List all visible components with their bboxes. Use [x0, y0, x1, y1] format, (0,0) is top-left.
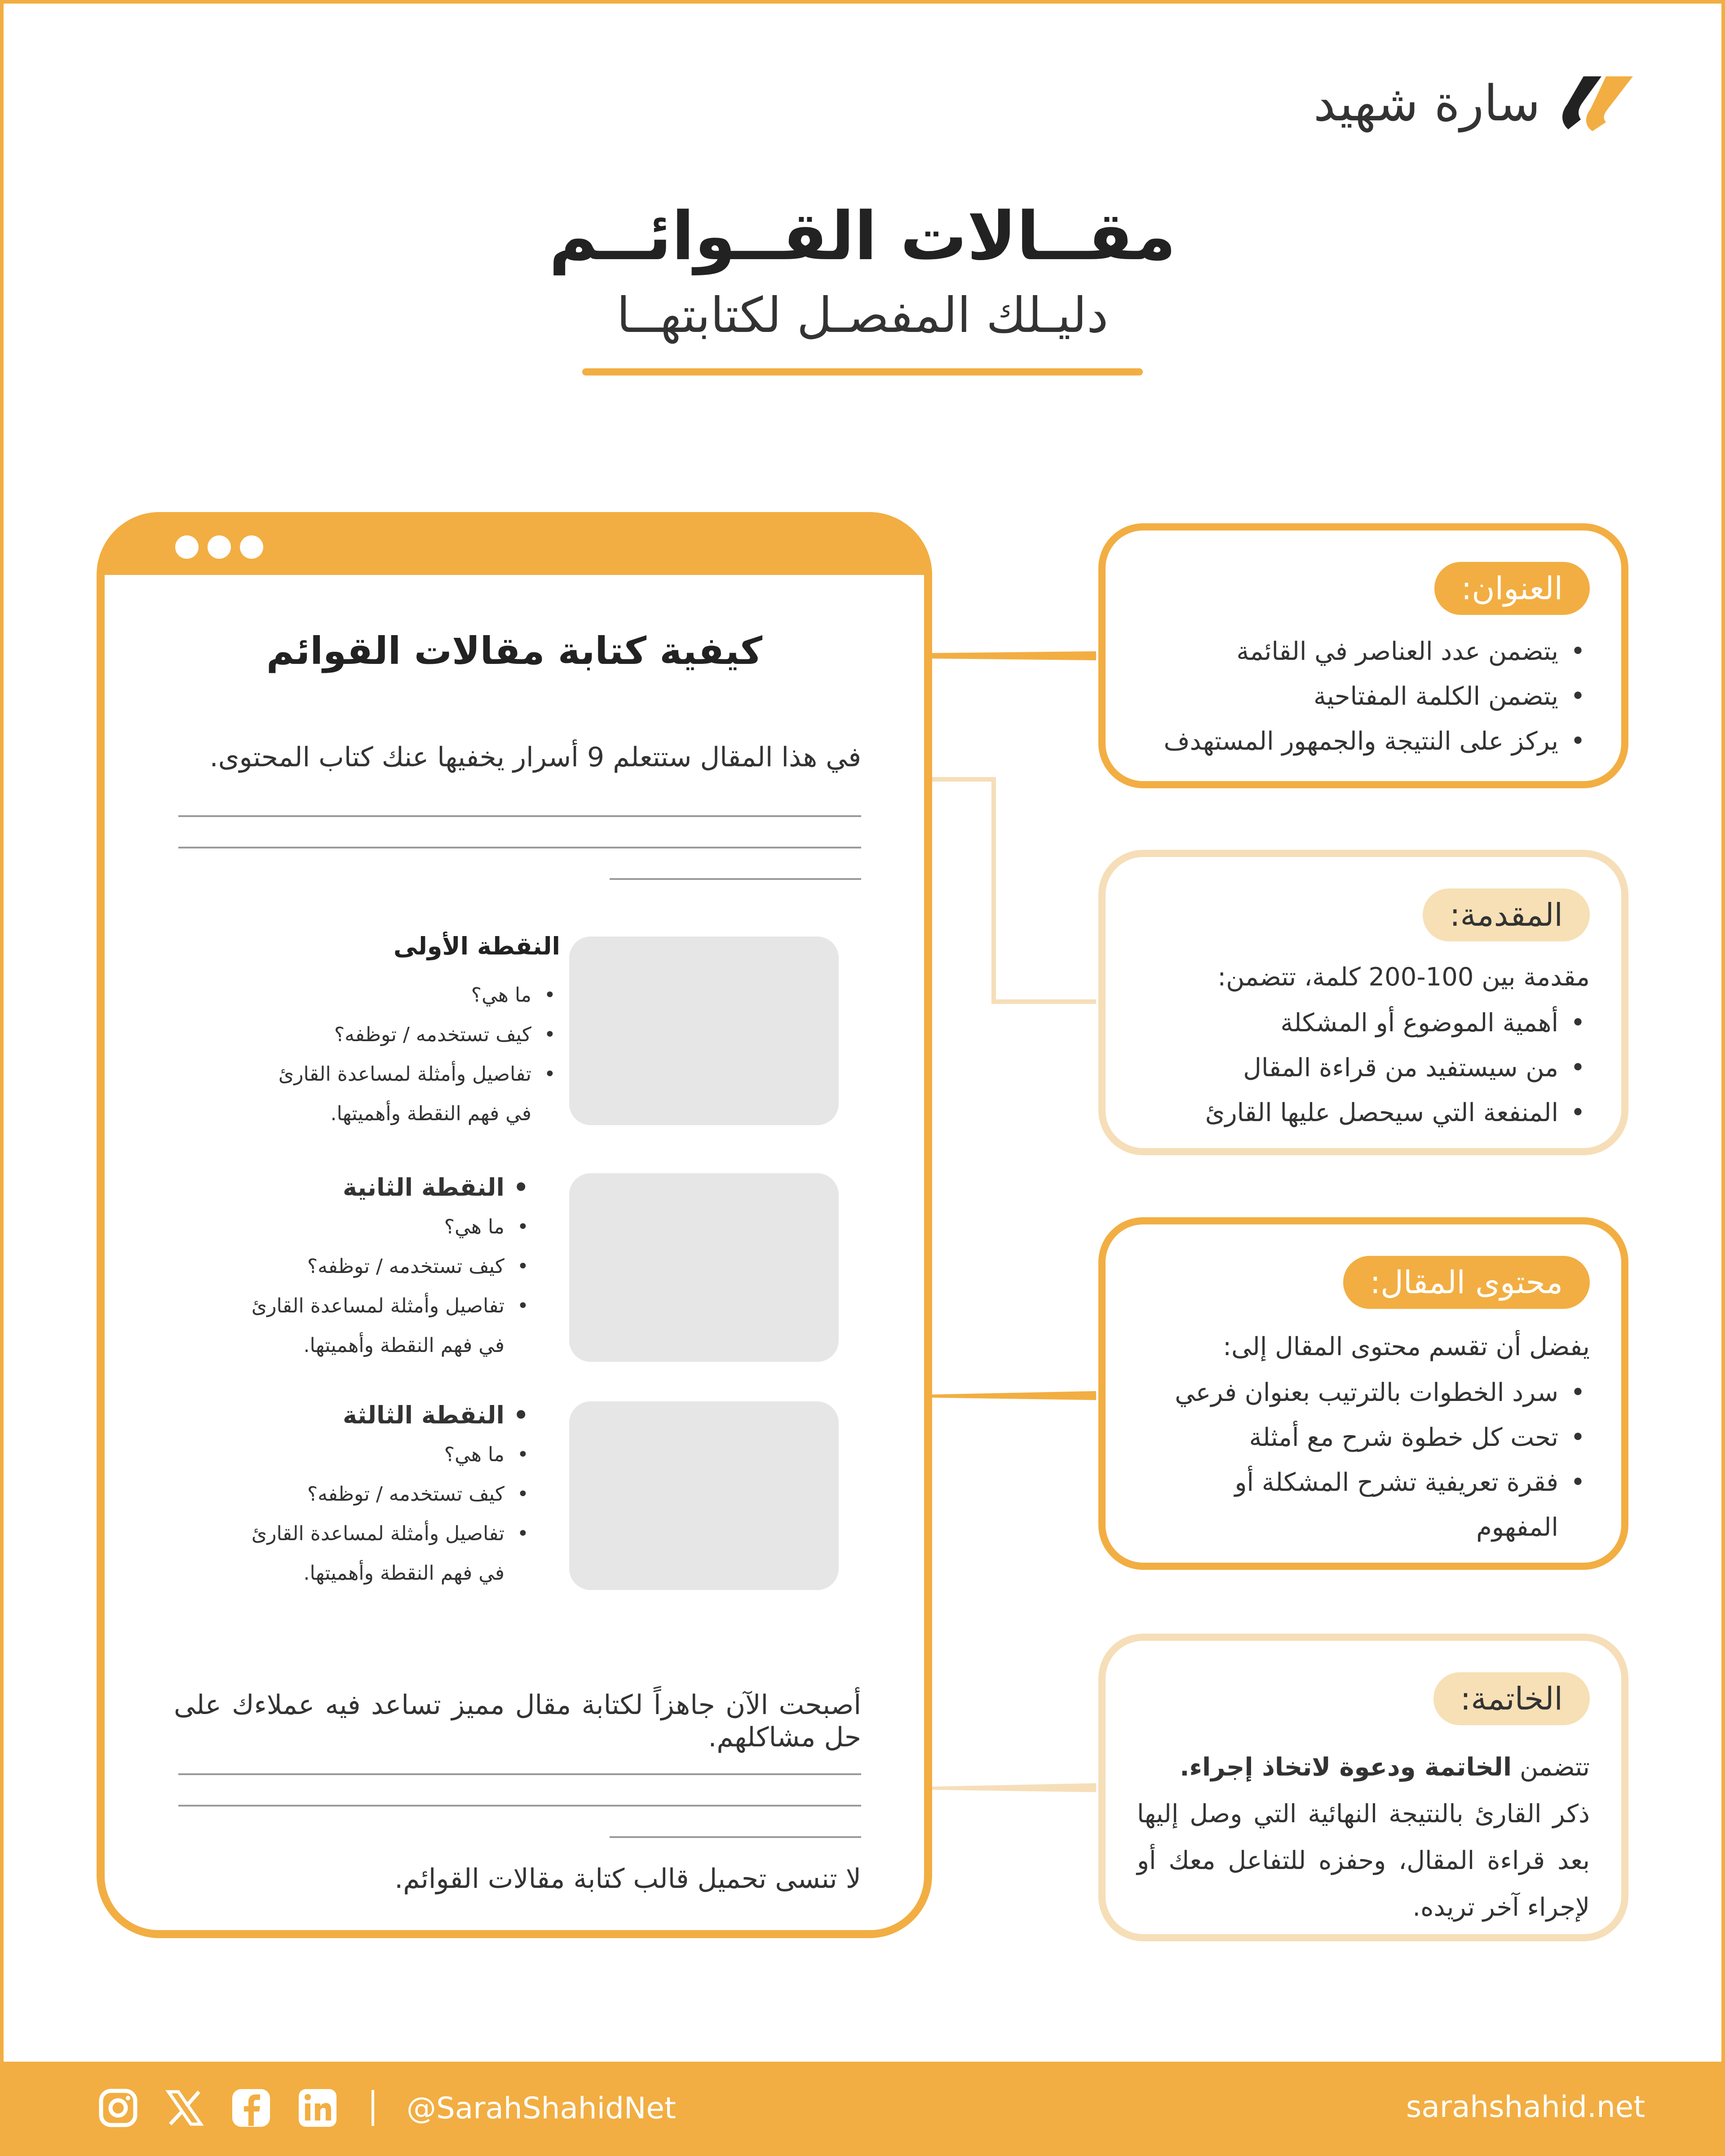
footer-divider — [372, 2090, 374, 2126]
point-heading: النقطة الأولى — [393, 932, 560, 960]
text-line — [178, 847, 861, 848]
callout-item: • أهمية الموضوع أو المشكلة — [1132, 1001, 1590, 1046]
footer-handle[interactable]: @SarahShahidNet — [407, 2090, 676, 2125]
window-dot — [175, 535, 199, 559]
brand-name: سارة شهيد — [1313, 75, 1540, 132]
callout-lead: مقدمة بين 100-200 كلمة، تتضمن: — [1217, 963, 1590, 992]
point-2 — [192, 1168, 533, 1365]
point-item: • ما هي؟ — [192, 1435, 533, 1475]
callout-title — [1098, 523, 1628, 788]
point-item: • تفاصيل وأمثلة لمساعدة القارئ — [192, 1286, 533, 1326]
callout-item: • يتضمن الكلمة المفتاحية — [1132, 674, 1590, 719]
callout-text: ذكر القارئ بالنتيجة النهائية التي وصل إليها بعد قراءة المقال، وحفزه للتفاعل معك أو لإجراء آخر تريده. — [1137, 1799, 1590, 1922]
article-note: لا تنسى تحميل قالب كتابة مقالات القوائم. — [394, 1863, 861, 1895]
article-mockup — [97, 512, 932, 1938]
footer-url[interactable]: sarahshahid.net — [1406, 2090, 1645, 2124]
callout-item: • المنفعة التي سيحصل عليها القارئ — [1132, 1091, 1590, 1135]
window-dot — [240, 535, 263, 559]
point-item: • كيف تستخدمه / توظفه؟ — [192, 1475, 533, 1514]
text-line — [610, 878, 861, 880]
callout-item: • من سيستفيد من قراءة المقال — [1132, 1046, 1590, 1091]
article-title: كيفية كتابة مقالات القوائم — [266, 629, 763, 673]
callout-item: • يتضمن عدد العناصر في القائمة — [1132, 629, 1590, 674]
point-item: • كيف تستخدمه / توظفه؟ — [192, 1247, 533, 1286]
callout-label: الخاتمة: — [1433, 1672, 1590, 1725]
page-title: مقــالات القــوائــم — [549, 198, 1176, 275]
callout-lead: يفضل أن تقسم محتوى المقال إلى: — [1223, 1332, 1590, 1361]
point-heading: • النقطة الثانية — [192, 1168, 533, 1207]
text-line — [178, 1805, 861, 1807]
callout-text-bold: الخاتمة ودعوة لاتخاذ إجراء. — [1180, 1753, 1512, 1782]
facebook-icon[interactable] — [230, 2086, 273, 2129]
callout-paragraph — [1137, 1744, 1590, 1931]
footer-social — [97, 2086, 676, 2129]
text-line — [610, 1836, 861, 1838]
window-dots — [175, 535, 263, 559]
point-item-continued: في فهم النقطة وأهميتها. — [303, 1334, 504, 1357]
instagram-icon[interactable] — [97, 2086, 140, 2129]
callout-intro — [1098, 850, 1628, 1155]
callout-content — [1098, 1217, 1628, 1570]
callout-text: تتضمن — [1512, 1753, 1590, 1782]
window-dot — [208, 535, 231, 559]
callout-label: العنوان: — [1434, 562, 1590, 615]
point-3 — [192, 1396, 533, 1593]
article-outro: أصبحت الآن جاهزاً لكتابة مقال مميز تساعد فيه عملاءك على حل مشاكلهم. — [174, 1689, 861, 1753]
article-intro: في هذا المقال ستتعلم 9 أسرار يخفيها عنك كتاب المحتوى. — [209, 742, 861, 773]
point-1 — [219, 932, 560, 1134]
point-heading: • النقطة الثالثة — [192, 1396, 533, 1435]
callout-conclusion — [1098, 1634, 1628, 1941]
point-item: • كيف تستخدمه / توظفه؟ — [219, 1015, 560, 1055]
image-placeholder — [569, 1401, 839, 1590]
footer — [0, 2062, 1725, 2156]
callout-label: المقدمة: — [1423, 888, 1590, 941]
point-item: • تفاصيل وأمثلة لمساعدة القارئ — [192, 1514, 533, 1554]
text-line — [178, 1773, 861, 1775]
x-icon[interactable] — [163, 2086, 206, 2129]
point-item: • ما هي؟ — [219, 976, 560, 1015]
point-item-continued: في فهم النقطة وأهميتها. — [330, 1102, 531, 1125]
point-item: • تفاصيل وأمثلة لمساعدة القارئ — [219, 1055, 560, 1094]
callout-item: • يركز على النتيجة والجمهور المستهدف — [1132, 719, 1590, 764]
image-placeholder — [569, 1173, 839, 1362]
page-subtitle: دليـلك المفصـل لكتابتهــا — [616, 287, 1109, 344]
text-line — [178, 815, 861, 817]
point-item: • ما هي؟ — [192, 1207, 533, 1247]
point-item-continued: في فهم النقطة وأهميتها. — [303, 1562, 504, 1585]
callout-item: • فقرة تعريفية تشرح المشكلة أو — [1132, 1460, 1590, 1505]
callout-item-continued: المفهوم — [1476, 1513, 1558, 1542]
callout-item: • سرد الخطوات بالترتيب بعنوان فرعي — [1132, 1370, 1590, 1415]
callout-label: محتوى المقال: — [1343, 1256, 1590, 1309]
mockup-body — [105, 575, 924, 1930]
image-placeholder — [569, 937, 839, 1125]
linkedin-icon[interactable] — [296, 2086, 339, 2129]
callout-item: • تحت كل خطوة شرح مع أمثلة — [1132, 1415, 1590, 1460]
